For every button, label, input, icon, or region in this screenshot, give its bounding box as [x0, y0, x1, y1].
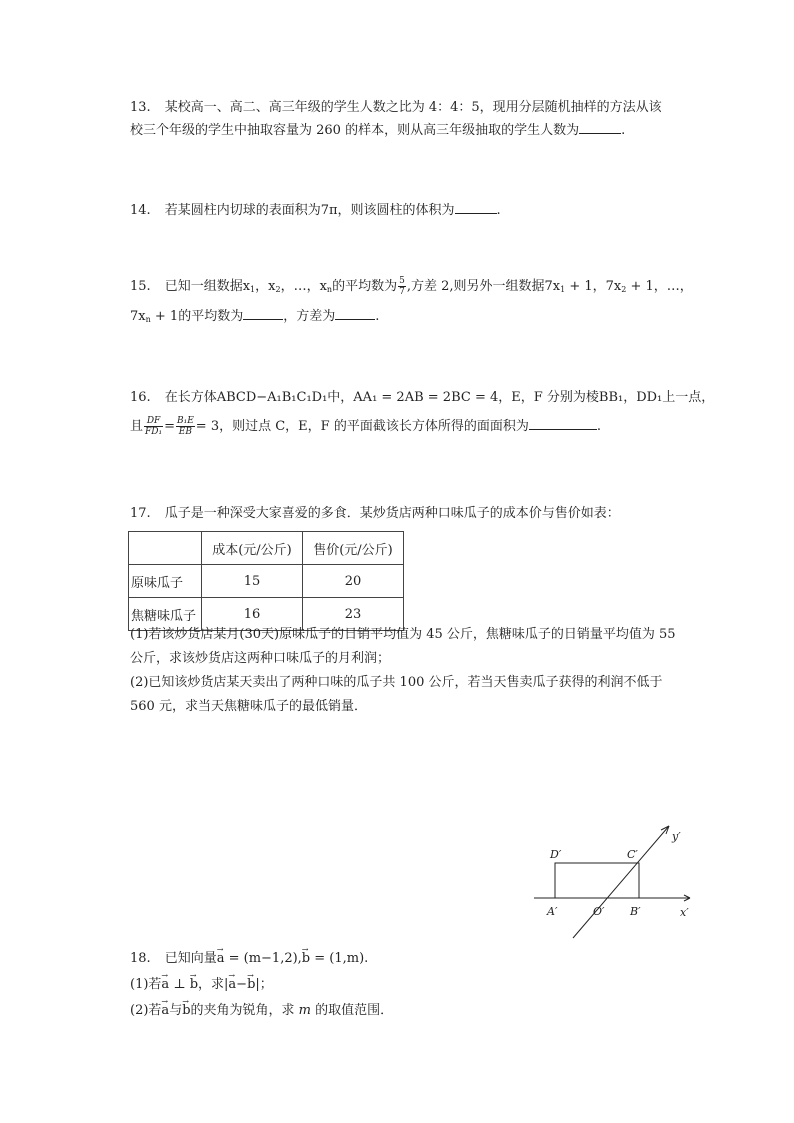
- question-number: 14.: [130, 203, 151, 218]
- q15-s3: n: [326, 285, 333, 294]
- q18-p2d: 的取值范围．: [311, 1003, 394, 1018]
- vector-a: → a: [217, 946, 225, 972]
- q15-s1: 1: [250, 285, 256, 294]
- parallelogram-rectangle: [555, 863, 639, 898]
- q17-intro: 瓜子是一种深受大家喜爱的多食．某炒货店两种口味瓜子的成本价与售价如表：: [164, 506, 620, 521]
- oblique-coordinate-figure: [530, 818, 700, 948]
- q15-t5: ,方差 2,则另外一组数据7x: [406, 279, 561, 294]
- y-axis: [573, 826, 669, 938]
- q16-line2: [130, 415, 730, 438]
- q18-t3: = (1,m).: [310, 951, 369, 966]
- table-header-cell: 成本(元/公斤): [202, 532, 303, 565]
- q17-part1-line1: (1)若该炒货店某月(30天)原味瓜子的日销平均值为 45 公斤，焦糖味瓜子的日销量平均值为 55: [130, 627, 676, 642]
- q14-end: .: [496, 203, 501, 218]
- q14-text: 若某圆柱内切球的表面积为7π，则该圆柱的体积为: [164, 203, 455, 218]
- table-row: [129, 565, 404, 598]
- q16-end: .: [596, 419, 601, 434]
- q18-t2: = (m−1,2),: [224, 951, 302, 966]
- q15-end: .: [375, 309, 380, 324]
- vector-a: → a: [161, 972, 169, 998]
- fraction-df-fd1: [144, 416, 163, 437]
- q15-line2: [130, 305, 730, 331]
- q15-s4: 1: [560, 285, 566, 294]
- q18-p2c: 的夹角为锐角，求: [190, 1003, 299, 1018]
- q18-p1e: |；: [255, 977, 273, 992]
- q16-pre: 且: [130, 419, 144, 434]
- q15-t6: + 1，7x: [565, 279, 622, 294]
- vector-a: → a: [228, 972, 236, 998]
- q18-p1b: ⊥: [169, 977, 190, 992]
- table-cell: 15: [202, 565, 303, 598]
- label-d: D′: [550, 848, 562, 861]
- table-cell: 原味瓜子: [129, 565, 202, 598]
- question-14: [130, 199, 710, 222]
- table-cell: 焦糖味瓜子: [129, 598, 202, 631]
- fraction-numerator: DF: [144, 416, 163, 427]
- label-b: B′: [630, 905, 641, 918]
- table-cell: 16: [202, 598, 303, 631]
- vector-a: → a: [161, 998, 169, 1024]
- fraction-denominator: FD₁: [145, 427, 163, 437]
- fraction-denominator: 7: [399, 287, 405, 297]
- question-16: [130, 387, 730, 438]
- fraction-b1e-eb: [176, 416, 195, 437]
- fraction-numerator: 5: [399, 276, 405, 286]
- fraction-numerator: B₁E: [177, 416, 194, 426]
- q15-l2c: ，方差为: [283, 309, 336, 324]
- table-header-row: [129, 532, 404, 565]
- question-17-intro: [130, 503, 710, 525]
- q16-line1: [130, 387, 730, 409]
- label-a: A′: [547, 905, 558, 918]
- answer-blank-variance[interactable]: [335, 305, 375, 320]
- q16-mid: = 3，则过点 C，E，F 的平面截该长方体所得的面面积为: [195, 419, 529, 434]
- q18-line1: [130, 946, 710, 972]
- q13-line2: [130, 119, 710, 142]
- vector-b: → b: [302, 946, 310, 972]
- fraction-denominator: EB: [178, 427, 192, 437]
- question-number: 18.: [130, 951, 151, 966]
- vector-b: → b: [182, 998, 190, 1024]
- q15-t2: ，x: [255, 279, 276, 294]
- q15-s6: n: [145, 315, 151, 324]
- q15-s2: 2: [275, 285, 281, 294]
- question-18: [130, 946, 710, 1024]
- q17-part1-line2: 公斤，求该炒货店这两种口味瓜子的月利润；: [130, 651, 391, 666]
- q17-part2-line2: 560 元，求当天焦糖味瓜子的最低销量．: [130, 699, 367, 714]
- answer-blank-mean[interactable]: [243, 305, 283, 320]
- table-cell: 20: [303, 565, 404, 598]
- q18-part1: [130, 972, 710, 998]
- vector-b: → b: [190, 972, 198, 998]
- question-15: [130, 276, 730, 331]
- label-x: x′: [680, 906, 689, 919]
- q18-p2a: (2)若: [130, 1003, 162, 1018]
- answer-blank[interactable]: [529, 415, 597, 430]
- label-c: C′: [627, 848, 638, 861]
- q13-text1: 某校高一、高二、高三年级的学生人数之比为 4：4：5，现用分层随机抽样的方法从该: [164, 100, 662, 115]
- question-number: 13.: [130, 100, 151, 115]
- q15-s5: 2: [621, 285, 627, 294]
- q18-part2: [130, 998, 710, 1024]
- q15-line1: [130, 276, 730, 301]
- question-13: [130, 97, 710, 142]
- question-17-parts: [130, 623, 710, 719]
- question-number: 17.: [130, 506, 151, 521]
- answer-blank[interactable]: [579, 119, 621, 134]
- vector-b: → b: [247, 972, 255, 998]
- table-header-cell: [129, 532, 202, 565]
- q18-p1c: ，求|: [198, 977, 229, 992]
- price-table: [128, 531, 404, 631]
- q18-p2b: 与: [169, 1003, 183, 1018]
- q16-eq: =: [164, 419, 175, 434]
- q18-p1a: (1)若: [130, 977, 162, 992]
- q18-t1: 已知向量: [164, 951, 217, 966]
- q18-p1d: −: [236, 977, 248, 992]
- q15-l2b: + 1的平均数为: [150, 309, 244, 324]
- q13-text2: 校三个年级的学生中抽取容量为 260 的样本，则从高三年级抽取的学生人数为: [130, 123, 580, 138]
- q15-l2a: 7x: [130, 309, 146, 324]
- mean-fraction: [398, 276, 406, 297]
- variable-m: m: [298, 1003, 311, 1018]
- q15-t3: ，…，x: [280, 279, 327, 294]
- q15-t1: 已知一组数据x: [164, 279, 251, 294]
- answer-blank[interactable]: [455, 199, 497, 214]
- label-y: y′: [672, 830, 681, 843]
- q17-part2-line1: (2)已知该炒货店某天卖出了两种口味的瓜子共 100 公斤，若当天售卖瓜子获得的利润不低于: [130, 675, 663, 690]
- q13-line1: [130, 97, 710, 119]
- q13-end: .: [621, 123, 626, 138]
- q15-t7: + 1，…，: [626, 279, 693, 294]
- question-number: 16.: [130, 390, 151, 405]
- label-o: O′: [593, 905, 605, 918]
- q15-t4: 的平均数为: [332, 279, 398, 294]
- table-cell: 23: [303, 598, 404, 631]
- question-number: 15.: [130, 279, 151, 294]
- q16-text1: 在长方体ABCD−A₁B₁C₁D₁中，AA₁ = 2AB = 2BC = 4，E，F 分别为棱BB₁，DD₁上一点，: [164, 390, 715, 405]
- table-header-cell: 售价(元/公斤): [303, 532, 404, 565]
